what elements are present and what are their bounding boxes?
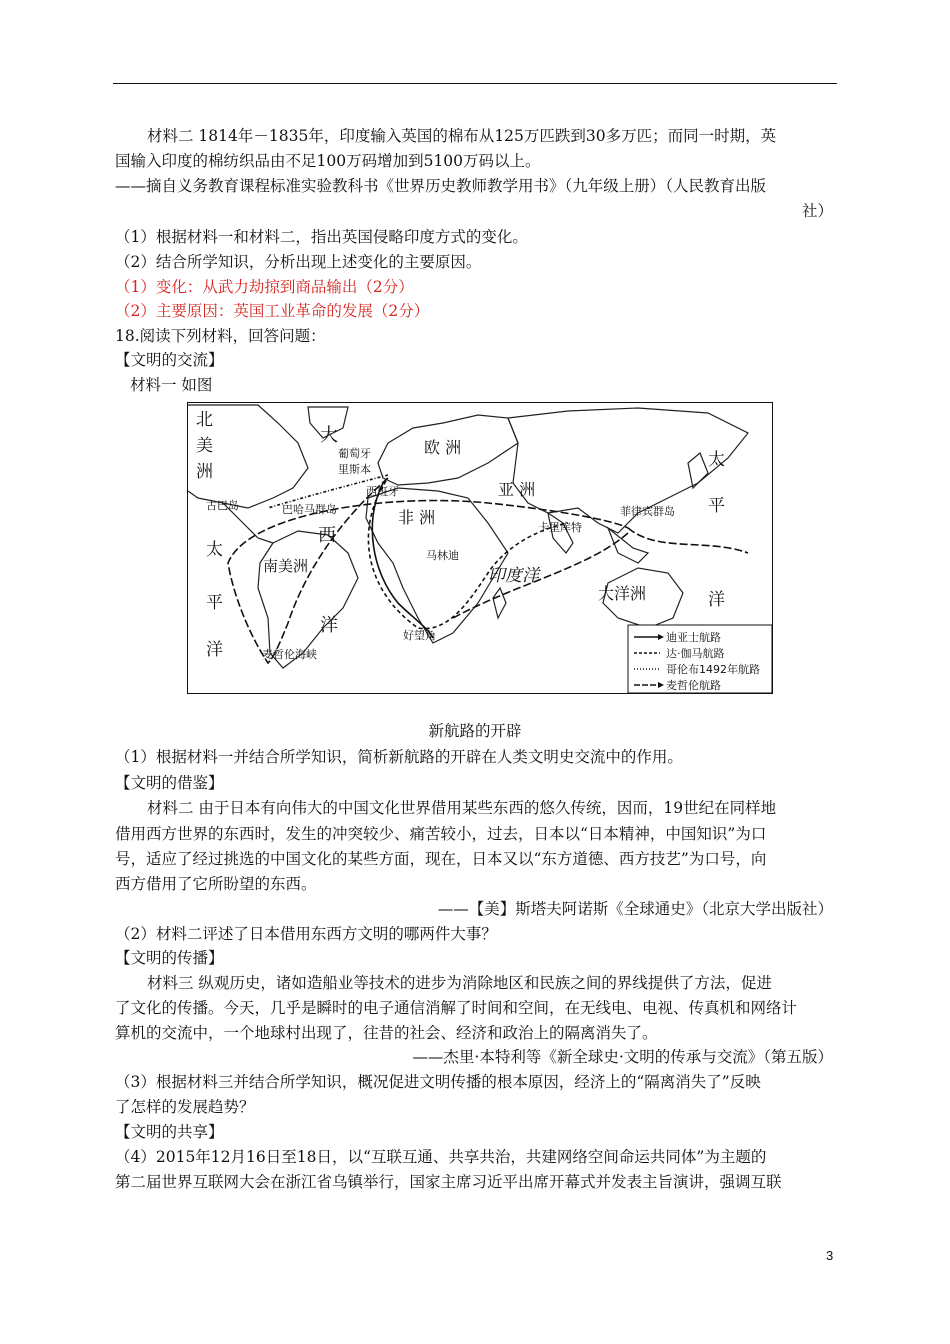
map-drawing bbox=[188, 403, 773, 694]
question-18-4-line-2: 第二届世界互联网大会在浙江省乌镇举行，国家主席习近平出席开幕式并发表主旨演讲，强调互联 bbox=[115, 1173, 782, 1191]
question-18-1: （1）根据材料一并结合所学知识，简析新航路的开辟在人类文明史交流中的作用。 bbox=[115, 748, 683, 766]
legend-columbus: 哥伦布1492年航路 bbox=[666, 663, 760, 676]
legend-dias: 迪亚士航路 bbox=[666, 631, 721, 644]
question-18-3-line-2: 了怎样的发展趋势？ bbox=[115, 1098, 255, 1116]
label-pacific-right-2: 平 bbox=[708, 496, 725, 516]
madagascar bbox=[493, 588, 506, 618]
label-pacific-right-1: 太 bbox=[708, 450, 725, 470]
label-lisbon: 里斯本 bbox=[338, 463, 371, 476]
label-malindi: 马林迪 bbox=[426, 549, 459, 562]
label-north-america-2: 美 bbox=[196, 436, 213, 456]
header-rule bbox=[113, 83, 837, 84]
question-18-4-line-1: （4）2015年12月16日至18日，以“互联互通、共享共治，共建网络空间命运共同体”为主题的 bbox=[115, 1148, 767, 1166]
label-bahamas: 巴哈马群岛 bbox=[282, 503, 337, 516]
question-1: （1）根据材料一和材料二，指出英国侵略印度方式的变化。 bbox=[115, 228, 528, 246]
material-two-source-end: 社） bbox=[801, 202, 833, 220]
label-magellan-strait: 麦哲伦海峡 bbox=[262, 648, 317, 661]
heading-exchange: 【文明的交流】 bbox=[115, 351, 224, 369]
answer-2: （2）主要原因：英国工业革命的发展（2分） bbox=[115, 302, 430, 320]
question-18: 18.阅读下列材料，回答问题： bbox=[115, 327, 326, 345]
label-asia: 亚 洲 bbox=[498, 480, 536, 499]
label-atlantic-top: 大 bbox=[320, 425, 338, 446]
label-atlantic-bottom: 洋 bbox=[320, 615, 338, 636]
label-cuba: 古巴岛 bbox=[206, 499, 239, 512]
material-c-line-1: 材料三 纵观历史，诸如造船业等技术的进步为消除地区和民族之间的界线提供了方法，促进 bbox=[147, 974, 772, 992]
heading-borrowing: 【文明的借鉴】 bbox=[115, 774, 224, 792]
label-europe: 欧 洲 bbox=[424, 438, 462, 457]
question-18-2: （2）材料二评述了日本借用东西方文明的哪两件大事？ bbox=[115, 925, 497, 943]
label-philippines: 菲律宾群岛 bbox=[620, 505, 675, 518]
magellan-return bbox=[453, 533, 628, 618]
material-two-line-1: 材料二 1814年－1835年，印度输入英国的棉布从125万匹跌到30多万匹；而同一时期，英 bbox=[147, 127, 777, 145]
heading-spread: 【文明的传播】 bbox=[115, 949, 224, 967]
label-portugal: 葡萄牙 bbox=[338, 447, 371, 460]
map-legend bbox=[628, 625, 772, 693]
material-c-line-2: 了文化的传播。今天，几乎是瞬时的电子通信消解了时间和空间，在无线电、电视、传真机和网络计 bbox=[115, 999, 798, 1017]
question-2: （2）结合所学知识，分析出现上述变化的主要原因。 bbox=[115, 253, 482, 271]
africa bbox=[366, 488, 508, 643]
label-atlantic-mid: 西 bbox=[318, 525, 336, 546]
japan bbox=[688, 453, 708, 488]
magellan-pacific bbox=[628, 528, 748, 553]
da-gama-route bbox=[368, 481, 568, 629]
page-number: 3 bbox=[826, 1248, 834, 1263]
legend-magellan: 麦哲伦航路 bbox=[666, 679, 721, 692]
label-north-america-1: 北 bbox=[196, 410, 213, 430]
new-sea-routes-map bbox=[187, 402, 773, 694]
answer-1: （1）变化：从武力劫掠到商品输出（2分） bbox=[115, 278, 414, 296]
material-c-source: ——杰里·本特利等《新全球史·文明的传承与交流》（第五版） bbox=[412, 1048, 833, 1066]
material-b-source: ——【美】斯塔夫阿诺斯《全球通史》（北京大学出版社） bbox=[437, 900, 833, 918]
map-caption: 新航路的开辟 bbox=[428, 722, 522, 740]
material-c-line-3: 算机的交流中，一个地球村出现了，往昔的社会、经济和政治上的隔离消失了。 bbox=[115, 1024, 658, 1042]
heading-sharing: 【文明的共享】 bbox=[115, 1123, 224, 1141]
label-pacific-left-3: 洋 bbox=[206, 640, 223, 660]
material-b-line-1: 材料二 由于日本有向伟大的中国文化世界借用某些东西的悠久传统，因而，19世纪在同样地 bbox=[147, 799, 777, 817]
label-calicut: 卡里库特 bbox=[538, 521, 582, 534]
label-pacific-right-3: 洋 bbox=[708, 590, 725, 610]
question-18-3-line-1: （3）根据材料三并结合所学知识，概况促进文明传播的根本原因，经济上的“隔离消失了”反映 bbox=[115, 1073, 761, 1091]
material-b-line-2: 借用西方世界的东西时，发生的冲突较少、痛苦较小，过去，日本以“日本精神，中国知识”为口 bbox=[115, 825, 767, 843]
material-b-line-4: 西方借用了它所盼望的东西。 bbox=[115, 875, 317, 893]
label-south-america: 南美洲 bbox=[263, 557, 309, 575]
material-two-source: ——摘自义务教育课程标准实验教科书《世界历史教师教学用书》（九年级上册）（人民教育出版 bbox=[115, 177, 767, 195]
label-pacific-left-2: 平 bbox=[206, 593, 223, 613]
label-oceania: 大洋洲 bbox=[598, 584, 647, 603]
legend-da-gama: 达·伽马航路 bbox=[666, 647, 725, 660]
label-spain: 西班牙 bbox=[366, 485, 399, 498]
label-indian-ocean: 印度洋 bbox=[488, 566, 539, 586]
label-north-america-3: 洲 bbox=[196, 462, 213, 482]
label-africa: 非 洲 bbox=[398, 508, 436, 527]
label-cape: 好望角 bbox=[403, 629, 436, 642]
material-two-line-2: 国输入印度的棉纺织品由不足100万码增加到5100万码以上。 bbox=[115, 152, 541, 170]
material-one-label: 材料一 如图 bbox=[130, 376, 213, 394]
label-pacific-left-1: 太 bbox=[206, 540, 223, 560]
material-b-line-3: 号，适应了经过挑选的中国文化的某些方面，现在，日本又以“东方道德、西方技艺”为口号，向 bbox=[115, 850, 767, 868]
